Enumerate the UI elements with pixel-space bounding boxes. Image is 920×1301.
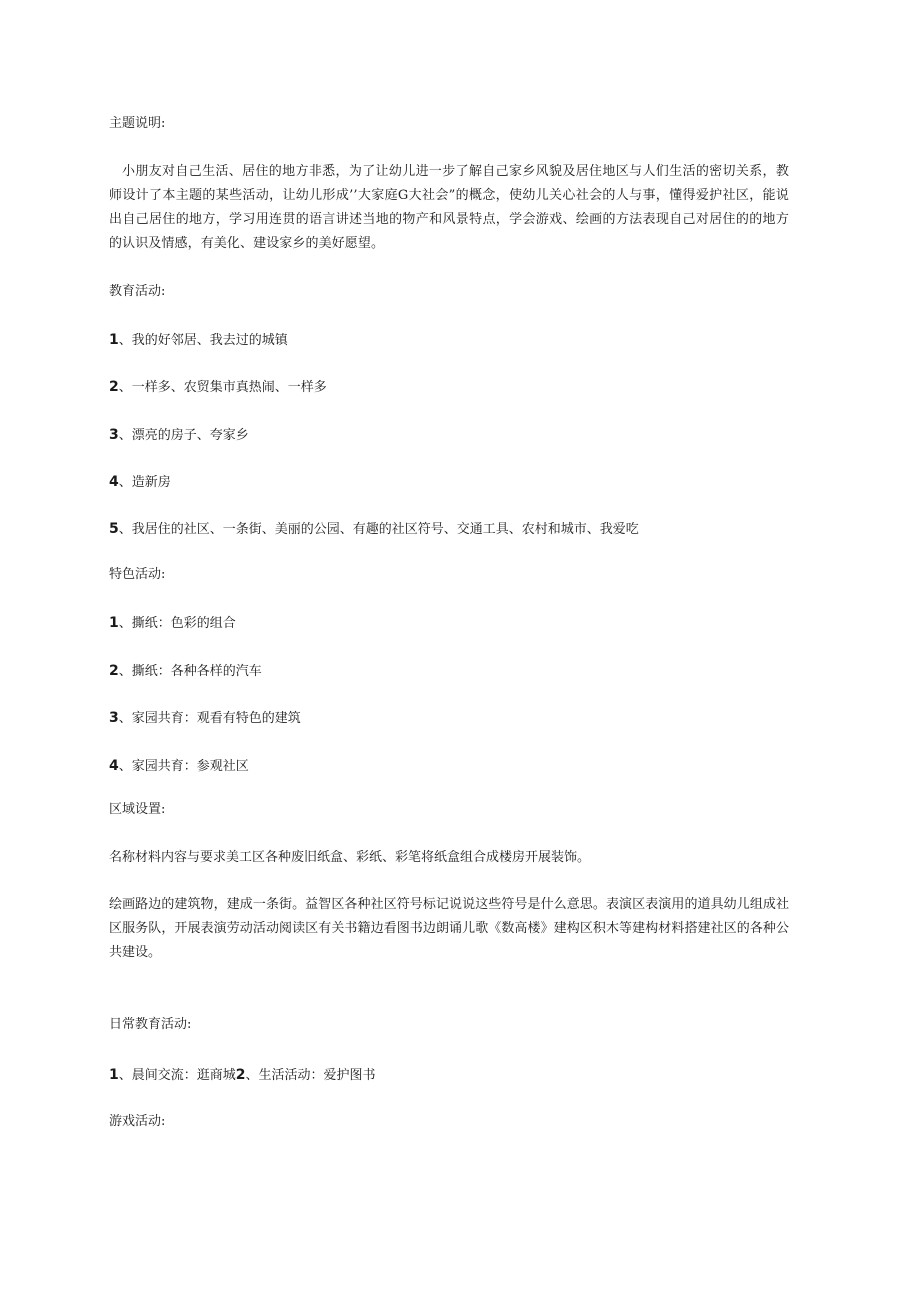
item-number: 3: [109, 710, 119, 726]
item-number: 1: [109, 1067, 119, 1083]
edu-item-4: [109, 470, 789, 495]
item-text: 、家园共育：参观社区: [118, 759, 249, 774]
item-number: 1: [109, 615, 119, 631]
special-item-1: [109, 611, 789, 636]
item-number: 2: [109, 663, 119, 679]
item-text: 、造新房: [118, 475, 171, 490]
special-heading: 特色活动:: [109, 567, 166, 582]
item-text: 、我居住的社区、一条街、美丽的公园、有趣的社区符号、交通工具、农村和城市、我爱吃: [118, 522, 639, 537]
item-number: 4: [109, 474, 119, 490]
area-paragraph: 绘画路边的建筑物，建成一条街。益智区各种社区符号标记说说这些符号是什么意思。表演区表演用的道具幼儿组成社区服务队，开展表演劳动活动阅读区有关书籍边看图书边朗诵儿歌《数高楼》建构区积木等建构材料搭建社区的各种公共建设。: [109, 897, 789, 960]
special-item-4: [109, 754, 789, 779]
item-text: 、撕纸：各种各样的汽车: [118, 664, 262, 679]
item-text: 、漂亮的房子、夸家乡: [118, 428, 249, 443]
item-text: 、家园共育：观看有特色的建筑: [118, 711, 301, 726]
edu-item-2: [109, 375, 789, 400]
edu-item-1: [109, 328, 789, 353]
area-line: 名称材料内容与要求美工区各种废旧纸盒、彩纸、彩笔将纸盒组合成楼房开展装饰。: [109, 850, 591, 865]
daily-heading: 日常教育活动:: [109, 1017, 192, 1032]
area-heading: 区域设置:: [109, 802, 166, 817]
game-heading: 游戏活动:: [109, 1114, 166, 1129]
item-text: 、一样多、农贸集市真热闹、一样多: [118, 380, 327, 395]
edu-heading: 教育活动:: [109, 284, 166, 299]
theme-heading: 主题说明:: [109, 116, 166, 131]
item-text: 、晨间交流：逛商城: [118, 1068, 236, 1083]
item-number: 3: [109, 427, 119, 443]
theme-paragraph: 小朋友对自己生活、居住的地方非悉，为了让幼儿进一步了解自己家乡风貌及居住地区与人们生活的密切关系，教师设计了本主题的某些活动，让幼儿形成’’大家庭G大社会”的概念，使幼儿关心社会的人与事，懂得爱护社区，能说出自己居住的地方，学习用连贯的语言讲述当地的物产和风景特点，学会游戏、绘画的方法表现自己对居住的的地方的认识及情感，有美化、建设家乡的美好愿望。: [109, 164, 789, 251]
item-text: 、生活活动：爱护图书: [245, 1068, 376, 1083]
daily-line: [109, 1063, 789, 1088]
edu-item-5: [109, 517, 789, 542]
item-number: 4: [109, 758, 119, 774]
item-text: 、撕纸：色彩的组合: [118, 616, 236, 631]
item-text: 、我的好邻居、我去过的城镇: [118, 333, 288, 348]
item-number: 5: [109, 521, 119, 537]
special-item-3: [109, 706, 789, 731]
item-number: 1: [109, 332, 119, 348]
special-item-2: [109, 659, 789, 684]
item-number: 2: [235, 1067, 246, 1083]
edu-item-3: [109, 423, 789, 448]
item-number: 2: [109, 379, 119, 395]
